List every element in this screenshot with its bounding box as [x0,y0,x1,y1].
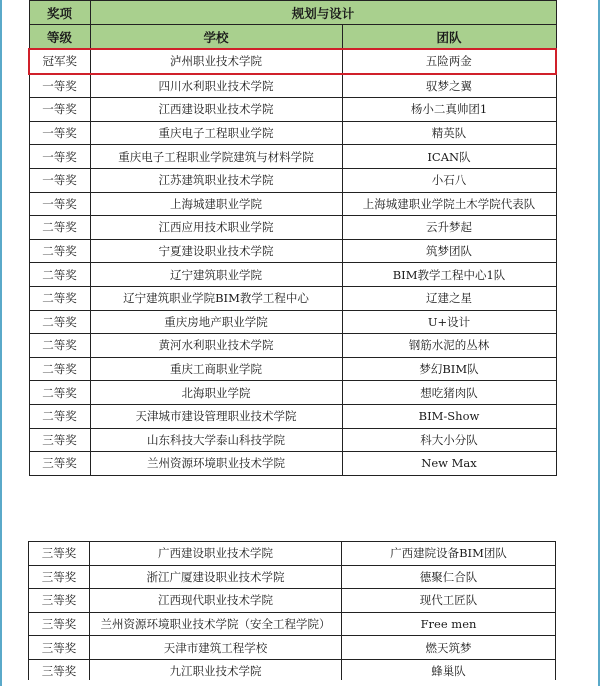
level-cell: 二等奖 [29,334,90,358]
school-cell: 泸州职业技术学院 [90,49,342,74]
school-cell: 江西建设职业技术学院 [90,98,342,122]
school-cell: 辽宁建筑职业学院BIM教学工程中心 [90,286,342,310]
school-cell: 上海城建职业学院 [90,192,342,216]
team-cell: Free men [342,612,556,636]
level-cell: 二等奖 [29,263,90,287]
school-cell: 宁夏建设职业技术学院 [90,239,342,263]
table-row [29,192,556,216]
school-cell: 重庆电子工程职业学院 [90,121,342,145]
table-row [29,168,556,192]
team-cell: 钢筋水泥的丛林 [342,334,556,358]
team-cell: 辽建之星 [342,286,556,310]
team-col-header: 团队 [342,25,556,50]
school-cell: 兰州资源环境职业技术学院（安全工程学院） [90,612,342,636]
school-cell: 辽宁建筑职业学院 [90,263,342,287]
champion-row [29,49,556,74]
category-header: 规划与设计 [90,1,556,25]
awards-table-top [28,0,557,476]
team-cell: BIM-Show [342,404,556,428]
table-row [29,310,556,334]
level-cell: 一等奖 [29,192,90,216]
award-col-header: 奖项 [29,1,90,25]
team-cell: 驭梦之翼 [342,74,556,98]
table-row [29,636,556,660]
level-cell: 三等奖 [29,565,90,589]
table-row [29,542,556,566]
team-cell: 筑梦团队 [342,239,556,263]
level-cell: 一等奖 [29,98,90,122]
level-cell: 三等奖 [29,542,90,566]
table-row [29,428,556,452]
team-cell: 杨小二真帅团1 [342,98,556,122]
level-cell: 三等奖 [29,612,90,636]
table-row [29,216,556,240]
level-cell: 三等奖 [29,589,90,613]
team-cell: 科大小分队 [342,428,556,452]
school-cell: 天津市建筑工程学校 [90,636,342,660]
school-cell: 重庆工商职业学院 [90,357,342,381]
level-cell: 二等奖 [29,216,90,240]
level-cell: 三等奖 [29,636,90,660]
level-cell: 一等奖 [29,121,90,145]
level-cell: 二等奖 [29,404,90,428]
left-margin-rule [0,0,2,686]
school-cell: 重庆房地产职业学院 [90,310,342,334]
school-cell: 江西现代职业技术学院 [90,589,342,613]
team-cell: 云升梦起 [342,216,556,240]
level-cell: 二等奖 [29,310,90,334]
level-col-header: 等级 [29,25,90,50]
level-cell: 一等奖 [29,74,90,98]
table-row [29,145,556,169]
table-row [29,589,556,613]
level-cell: 二等奖 [29,286,90,310]
table-row [29,263,556,287]
school-col-header: 学校 [90,25,342,50]
team-cell: 想吃猪肉队 [342,381,556,405]
team-cell: 燃天筑梦 [342,636,556,660]
table-row [29,74,556,98]
school-cell: 浙江广厦建设职业技术学院 [90,565,342,589]
table-row [29,98,556,122]
school-cell: 黄河水利职业技术学院 [90,334,342,358]
table-row [29,357,556,381]
team-cell: 小石八 [342,168,556,192]
team-cell: New Max [342,452,556,476]
team-cell: 梦幻BIM队 [342,357,556,381]
level-cell: 三等奖 [29,428,90,452]
table-row [29,239,556,263]
table-row [29,612,556,636]
school-cell: 重庆电子工程职业学院建筑与材料学院 [90,145,342,169]
school-cell: 江西应用技术职业学院 [90,216,342,240]
team-cell: 蜂巢队 [342,659,556,683]
team-cell: 上海城建职业学院土木学院代表队 [342,192,556,216]
level-cell: 二等奖 [29,381,90,405]
table-row [29,381,556,405]
school-cell: 广西建设职业技术学院 [90,542,342,566]
right-margin-rule [598,0,600,686]
school-cell: 四川水利职业技术学院 [90,74,342,98]
team-cell: 德聚仁合队 [342,565,556,589]
awards-table-bottom [28,541,556,684]
team-cell: 五险两金 [342,49,556,74]
table-row [29,286,556,310]
school-cell: 天津城市建设管理职业技术学院 [90,404,342,428]
level-cell: 二等奖 [29,239,90,263]
team-cell: ICAN队 [342,145,556,169]
team-cell: BIM教学工程中心1队 [342,263,556,287]
team-cell: 广西建院设备BIM团队 [342,542,556,566]
table-row [29,565,556,589]
level-cell: 三等奖 [29,659,90,683]
level-cell: 一等奖 [29,168,90,192]
table-row [29,334,556,358]
school-cell: 北海职业学院 [90,381,342,405]
table-row [29,404,556,428]
table-row [29,121,556,145]
team-cell: U+设计 [342,310,556,334]
school-cell: 山东科技大学泰山科技学院 [90,428,342,452]
level-cell: 三等奖 [29,452,90,476]
level-cell: 二等奖 [29,357,90,381]
school-cell: 九江职业技术学院 [90,659,342,683]
level-cell: 冠军奖 [29,49,90,74]
table-row [29,452,556,476]
level-cell: 一等奖 [29,145,90,169]
team-cell: 精英队 [342,121,556,145]
school-cell: 江苏建筑职业技术学院 [90,168,342,192]
school-cell: 兰州资源环境职业技术学院 [90,452,342,476]
team-cell: 现代工匠队 [342,589,556,613]
page-cutoff [28,680,556,686]
